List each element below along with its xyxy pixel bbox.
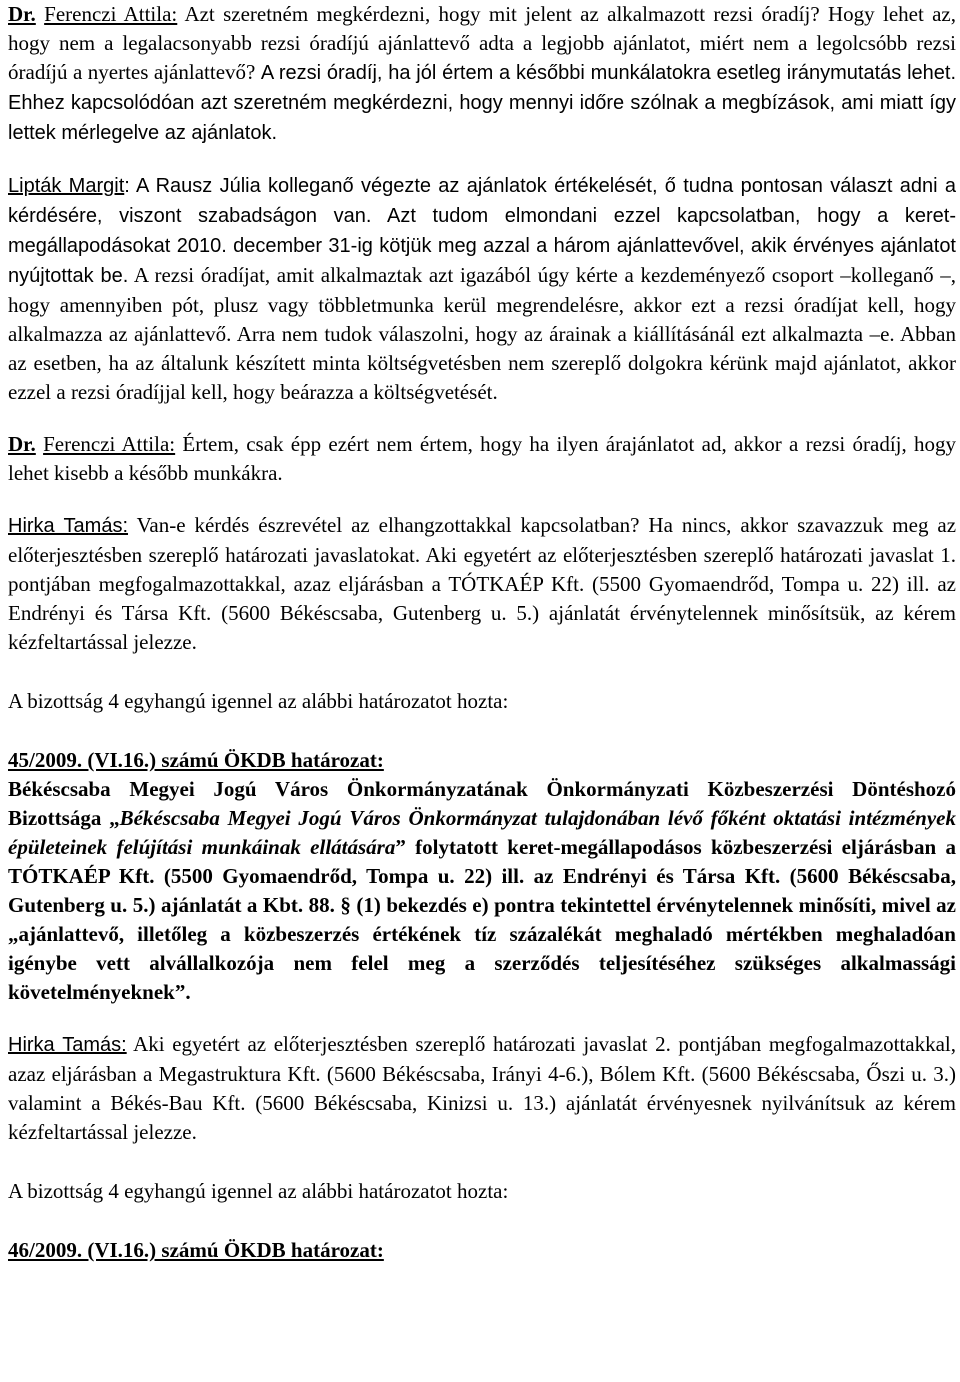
statement-text: Értem, csak épp ezért nem értem, hogy ha ilyen árajánlatot ad, akkor a rezsi óradíj, hogy lehet kisebb a később munkákra.: [8, 432, 957, 485]
paragraph-ferenczi-reply: [8, 430, 956, 488]
statement-text-sans: A Rausz Júlia kolleganő végezte az ajánlatok értékelését, ő tudna pontosan választ adni a kérdésére, viszont szabadságon van. Azt tudom elmondani ezzel kapcsolatban, hogy a keret-megállapodásokat 2010. december 31-ig kötjük meg azzal a három ajánlattevővel, akik érvényes ajánlatot nyújtottak be.: [8, 175, 957, 287]
vote-result-1: A bizottság 4 egyhangú igennel az alábbi határozatot hozta:: [8, 689, 509, 713]
paragraph-hirka-vote-call-2: [8, 1030, 956, 1147]
statement-text: Azt szeretném megkérdezni, hogy mit jelent az alkalmazott rezsi óradíj? Hogy lehet az, hogy nem a legalacsonyabb rezsi óradíjú ajánlattevő adta a legjobb ajánlatot, miért nem a legolcsóbb rezsi óradíjú a nyertes ajánlattevő?: [8, 2, 957, 84]
vote-result-2: A bizottság 4 egyhangú igennel az alábbi határozatot hozta:: [8, 1179, 509, 1203]
paragraph-liptak-answer: Lipták Margit: A Rausz Júlia kolleganő végezte az ajánlatok értékelését, ő tudna pontosan választ adni a kérdésére, viszont szabadságon van. Azt tudom elmondani ezzel kapcsolatban, hogy a keret-megállapodásokat 2010. december 31-ig kötjük meg azzal a három ajánlattevővel, akik érvényes ajánlatot nyújtottak be. A rezsi óradíjat, amit alkalmaztak azt igazából úgy kérte a kezdeményező csoport –kolleganő –, hogy amennyiben pót, plusz vagy többletmunka kerül megrendelésre, akkor ezt a rezsi óradíjat kell, hogy alkalmazza az ajánlattevő. Arra nem tudok válaszolni, hogy az árainak a kiállításánál ezt alkalmazta –e. Abban az esetben, ha az általunk készített minta költségvetésben nem szereplő dolgokra kérünk majd ajánlatot, akkor ezzel a rezsi óradíjjal kell, hogy beárazza a költségvetését.: [8, 175, 957, 404]
document-page: [8, 0, 956, 1265]
resolution-body-45: Békéscsaba Megyei Jogú Város Önkormányzatának Önkormányzati Közbeszerzési Döntéshozó Bizottsága „Békéscsaba Megyei Jogú Város Önkormányzat tulajdonában lévő főként oktatási intézmények épületeinek felújítási munkáinak ellátására” folytatott keret-megállapodásos közbeszerzési eljárásban a TÓTKAÉP Kft. (5500 Gyomaendrőd, Tompa u. 22) ill. az Endrényi és Társa Kft. (5600 Békéscsaba, Gutenberg u. 5.) ajánlatát a Kbt. 88. § (1) bekezdés e) pontra tekintettel érvénytelennek minősíti, mivel az „ajánlattevő, illetőleg a közbeszerzés értékének tíz százalékát meghaladó mértékben meghaladóan igénybe vett alvállalkozója nem felel meg a szerződés teljesítéséhez szükséges alkalmassági követelményeknek”.: [8, 777, 956, 1004]
speaker-name: Hirka Tamás:: [8, 515, 129, 537]
speaker-name: Lipták Margit: [8, 175, 125, 197]
speaker-name: Ferenczi Attila:: [43, 432, 176, 456]
speaker-prefix: Dr.: [8, 2, 36, 26]
speaker-name: Ferenczi Attila:: [44, 2, 178, 26]
paragraph-ferenczi-question: [8, 0, 956, 148]
statement-text: A rezsi óradíjat, amit alkalmaztak azt igazából úgy kérte a kezdeményező csoport –kolleganő –, hogy amennyiben pót, plusz vagy többletmunka kerül megrendelésre, akkor ezt a rezsi óradíjat kell, hogy alkalmazza az ajánlattevő. Arra nem tudok válaszolni, hogy az árainak a kiállításánál ezt alkalmazta –e. Abban az esetben, ha az általunk készített minta költségvetésben nem szereplő dolgokra kérünk majd ajánlatot, akkor ezzel a rezsi óradíjjal kell, hogy beárazza a költségvetését.: [8, 263, 956, 404]
speaker-name: Hirka Tamás:: [8, 1034, 127, 1056]
resolution-subject: Békéscsaba Megyei Jogú Város Önkormányzat tulajdonában lévő főként oktatási intézmények épületeinek felújítási munkáinak ellátására: [8, 806, 956, 859]
statement-text: Van-e kérdés észrevétel az elhangzottakkal kapcsolatban? Ha nincs, akkor szavazzuk meg az előterjesztésben szereplő határozati javaslatokat. Aki egyetért az előterjesztésben szereplő határozati javaslat 1. pontjában megfogalmazottakkal, azaz eljárásban a TÓTKAÉP Kft. (5500 Gyomaendrőd, Tompa u. 22) ill. az Endrényi és Társa Kft. (5600 Békéscsaba, Gutenberg u. 5.) ajánlatát érvénytelennek minősítsük, az kérem kézfeltartással jelezze.: [8, 513, 957, 654]
speaker-prefix: Dr.: [8, 432, 36, 456]
resolution-heading-46: 46/2009. (VI.16.) számú ÖKDB határozat:: [8, 1238, 384, 1262]
statement-text-sans: A rezsi óradíj, ha jól értem a későbbi munkálatokra esetleg iránymutatás lehet. Ehhez kapcsolódóan azt szeretném megkérdezni, hogy mennyi időre szólnak a megbízások, ami miatt így lettek mérlegelve az ajánlatok.: [8, 62, 957, 144]
statement-text: Aki egyetért az előterjesztésben szereplő határozati javaslat 2. pontjában megfogalmazottakkal, azaz eljárásban a Megastruktura Kft. (5600 Békéscsaba, Irányi 4-6.), Bólem Kft. (5600 Békéscsaba, Őszi u. 3.) valamint a Békés-Bau Kft. (5600 Békéscsaba, Kinizsi u. 13.) ajánlatát érvényesnek nyilvánítsuk az kérem kézfeltartással jelezze.: [8, 1032, 957, 1144]
paragraph-hirka-vote-call-1: [8, 511, 956, 657]
resolution-heading-45: 45/2009. (VI.16.) számú ÖKDB határozat:: [8, 748, 384, 772]
